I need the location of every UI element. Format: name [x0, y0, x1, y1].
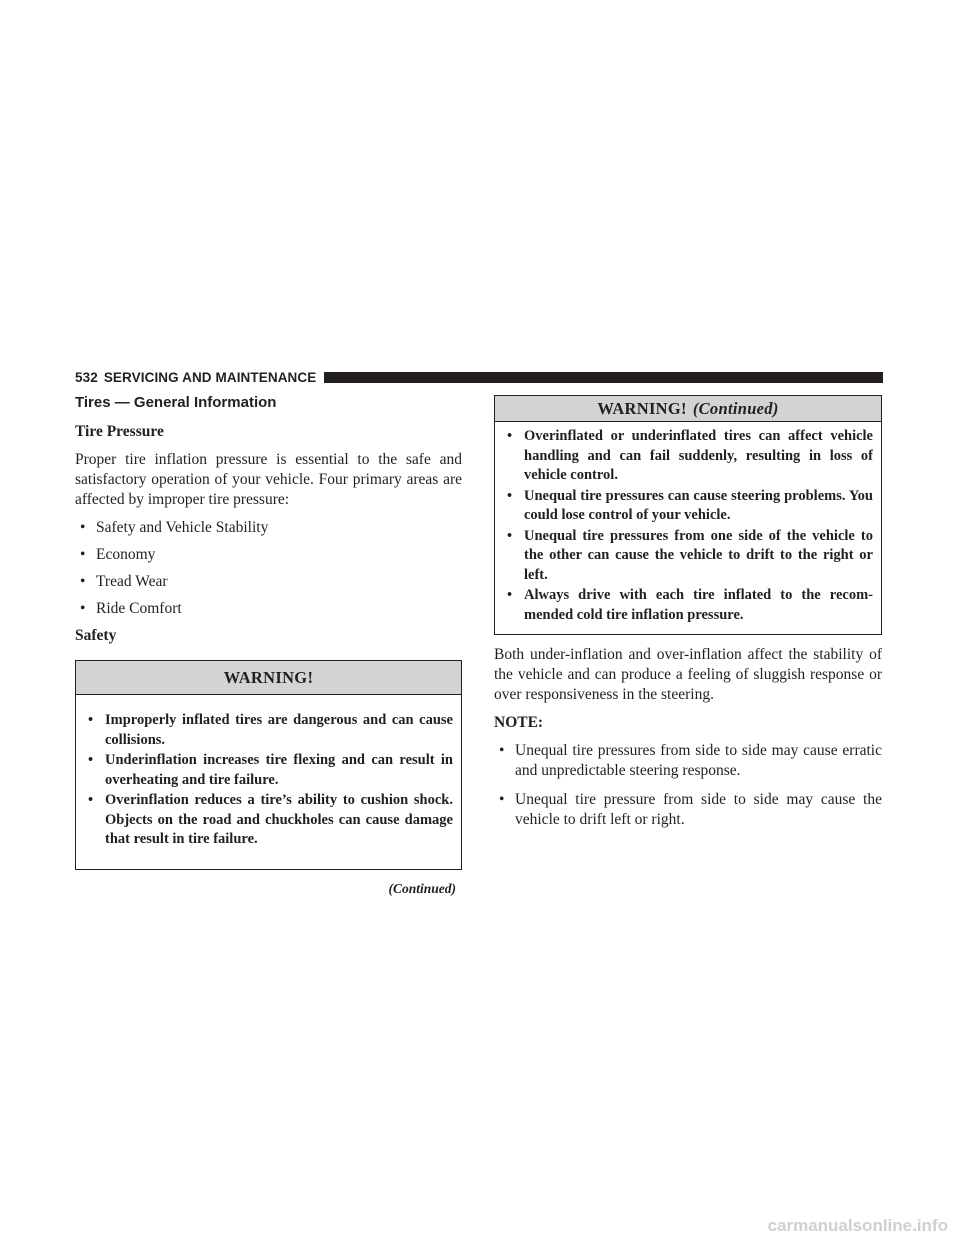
bullet-icon: •	[507, 487, 513, 504]
bullet-icon: •	[80, 546, 86, 563]
list-item: • Economy	[80, 546, 156, 563]
tire-pressure-heading: Tire Pressure	[75, 423, 164, 440]
page-header	[75, 369, 883, 385]
warning-list	[503, 427, 873, 625]
list-item: • Unequal tire pressures from side to side may cause erratic and unpredictable steering response.	[499, 742, 882, 779]
continued-label: (Continued)	[388, 880, 456, 896]
bullet-icon: •	[507, 587, 513, 603]
bullet-icon: •	[499, 742, 505, 759]
bullet-icon: •	[88, 752, 94, 768]
list-item: • Overinflation reduces a tire’s ability to cushion shock. Objects on the road and chuckholes can cause damage that result in tire failure.	[88, 792, 453, 847]
right-column	[494, 395, 882, 839]
page-title: Tires — General Information	[75, 394, 277, 411]
list-item: • Safety and Vehicle Stability	[80, 519, 269, 536]
intro-paragraph: Proper tire inflation pressure is essential to the safe and satisfactory operation of your vehicle. Four primary areas are affected by improper tire pressure:	[75, 451, 462, 508]
list-item: • Ride Comfort	[80, 600, 182, 617]
warning-box-continued	[494, 395, 882, 635]
page-number: 532	[75, 369, 98, 385]
section-title: SERVICING AND MAINTENANCE	[103, 369, 317, 385]
bullet-icon: •	[88, 792, 94, 808]
bullet-icon: •	[80, 600, 86, 617]
warning-box	[75, 660, 462, 870]
bullet-icon: •	[507, 428, 513, 444]
bullet-icon: •	[88, 712, 94, 728]
stability-paragraph: Both under-inflation and over-inflation affect the stability of the vehicle and can produce a feeling of sluggish response or over responsiveness in the steering.	[494, 646, 882, 703]
warning-continued-label: (Continued)	[692, 399, 779, 418]
list-item: • Unequal tire pressures from one side of the vehicle to the other can cause the vehicle to drift to the right or left.	[507, 527, 873, 583]
list-item: • Always drive with each tire inflated to the recom-mended cold tire inflation pressure.	[507, 587, 873, 623]
warning-list	[84, 711, 453, 850]
list-item: • Overinflated or underinflated tires can affect vehicle handling and can fail suddenly, resulting in loss of vehicle control.	[507, 428, 873, 483]
list-item: • Unequal tire pressures can cause steering problems. You could lose control of your vehicle.	[507, 487, 873, 523]
note-label: NOTE:	[494, 714, 544, 731]
warning-header	[495, 396, 881, 422]
areas-list	[75, 518, 462, 619]
warning-body	[495, 422, 881, 634]
warning-header	[76, 661, 461, 695]
bullet-icon: •	[80, 573, 86, 590]
header-rule	[324, 372, 883, 383]
bullet-icon: •	[499, 791, 505, 808]
list-item: • Improperly inflated tires are dangerous and can cause collisions.	[88, 712, 453, 748]
warning-title: WARNING!	[223, 668, 314, 687]
warning-body	[76, 695, 461, 869]
watermark: carmanualsonline.info	[767, 1216, 948, 1235]
bullet-icon: •	[80, 519, 86, 536]
left-column	[75, 394, 462, 897]
list-item: • Underinflation increases tire flexing and can result in overheating and tire failure.	[88, 752, 453, 788]
list-item: • Tread Wear	[80, 573, 168, 590]
bullet-icon: •	[507, 527, 513, 544]
notes-list	[494, 741, 882, 830]
safety-heading: Safety	[75, 627, 117, 644]
warning-title: WARNING!	[597, 399, 687, 418]
list-item: • Unequal tire pressure from side to side may cause the vehicle to drift left or right.	[499, 791, 882, 828]
